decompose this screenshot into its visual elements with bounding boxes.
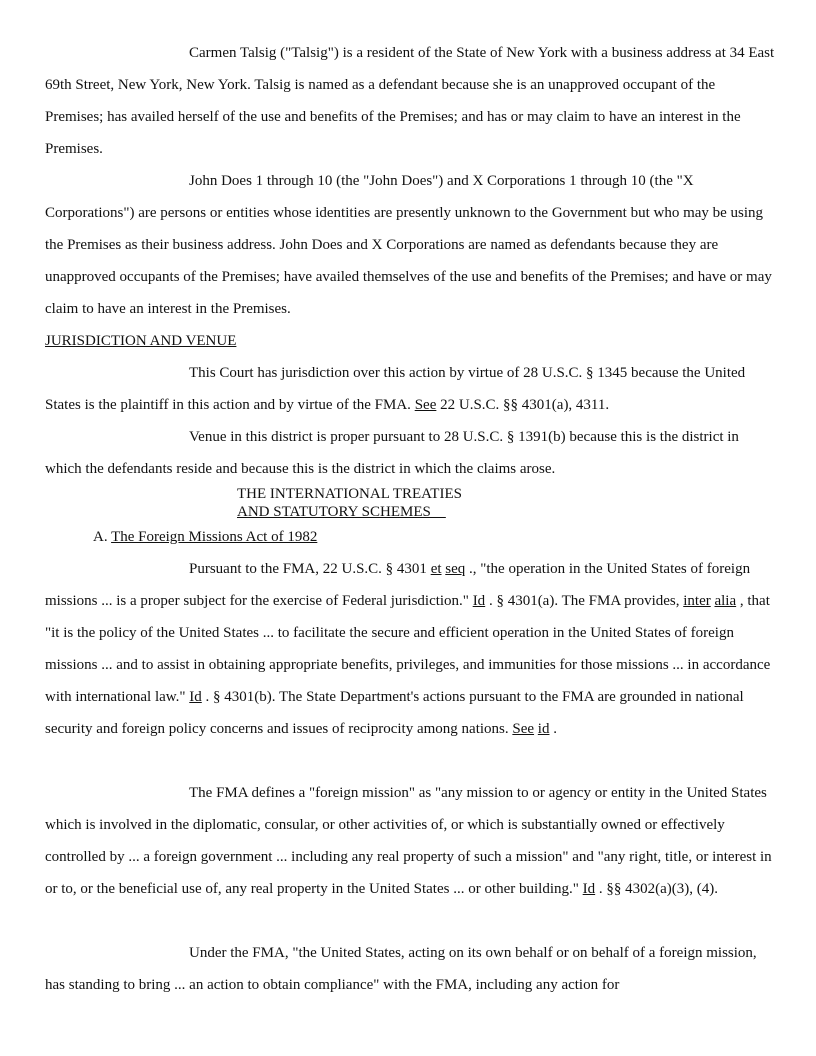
heading-section-a (93, 528, 317, 546)
citation-id: Id (189, 689, 202, 705)
paragraph-standing: Under the FMA, "the United States, acting on its own behalf or on behalf of a foreign mission, has standing to bring ... an action to obtain compliance" with the FMA, including any action for (45, 945, 757, 993)
fma-defines-text: The FMA defines a "foreign mission" as "any mission to or agency or entity in the United States which is involved in the diplomatic, consular, or other activities of, or which is substantially owned or effectively controlled by ... a foreign government ... including any real property of such a mission" and "any right, title, or interest in or to, or the beneficial use of, any real property in the United States ... or other building." (45, 785, 772, 897)
heading-treaties-line2: AND STATUTORY SCHEMES (237, 504, 446, 520)
fma-intro-text: . § 4301(b). The State Department's actions pursuant to the FMA are grounded in national security and foreign policy concerns and issues of reciprocity among nations. (45, 689, 744, 737)
paragraph-venue: Venue in this district is proper pursuant to 28 U.S.C. § 1391(b) because this is the district in which the defendants reside and because this is the district in which the claims arose. (45, 429, 739, 477)
citation-see: See (414, 397, 437, 413)
fma-defines-citation: . §§ 4302(a)(3), (4). (598, 881, 719, 897)
citation-et: et (430, 561, 442, 577)
fma-intro-text: . (553, 721, 557, 737)
heading-jurisdiction-venue: JURISDICTION AND VENUE (45, 333, 237, 349)
heading-treaties-line1: THE INTERNATIONAL TREATIES (237, 486, 462, 502)
citation-see: See (512, 721, 535, 737)
paragraph-fma-intro (45, 553, 775, 745)
paragraph-john-does: John Does 1 through 10 (the "John Does") and X Corporations 1 through 10 (the "X Corporations") are persons or entities whose identities are presently unknown to the Government but who may be using the Premises as their business address. John Does and X Corporations are named as defendants because they are unapproved occupants of the Premises; have availed themselves of the use and benefits of the Premises; and have or may claim to have an interest in the Premises. (45, 173, 772, 317)
jurisdiction-citation: 22 U.S.C. §§ 4301(a), 4311. (440, 397, 610, 413)
citation-seq: seq (445, 561, 466, 577)
paragraph-fma-defines (45, 777, 775, 905)
fma-intro-text: , that "it is the policy of the United States ... to facilitate the secure and efficient operation in the United States of foreign missions ... and to assist in obtaining appropriate benefits, privileges, and immunities for those missions ... in accordance with international law." (45, 593, 771, 705)
citation-alia: alia (714, 593, 737, 609)
fma-intro-quote: ., "the operation in the United States of foreign missions ... is a proper subject for the exercise of Federal jurisdiction." (45, 561, 751, 609)
citation-inter: inter (683, 593, 711, 609)
section-a-label: A. (93, 529, 108, 545)
fma-intro-text: . § 4301(a). The FMA provides, (488, 593, 680, 609)
section-a-title: The Foreign Missions Act of 1982 (111, 529, 318, 545)
citation-id: id (537, 721, 550, 737)
jurisdiction-text: This Court has jurisdiction over this action by virtue of 28 U.S.C. § 1345 because the United States is the plaintiff in this action and by virtue of the FMA. (45, 365, 746, 413)
citation-id: Id (472, 593, 486, 609)
fma-intro-text: Pursuant to the FMA, 22 U.S.C. § 4301 (189, 561, 427, 577)
paragraph-jurisdiction (45, 357, 775, 421)
paragraph-talsig: Carmen Talsig ("Talsig") is a resident of the State of New York with a business address at 34 East 69th Street, New York, New York. Talsig is named as a defendant because she is an unapproved occupant of the Premises; has availed herself of the use and benefits of the Premises; and has or may claim to have an interest in the Premises. (45, 45, 775, 157)
citation-id: Id (582, 881, 596, 897)
